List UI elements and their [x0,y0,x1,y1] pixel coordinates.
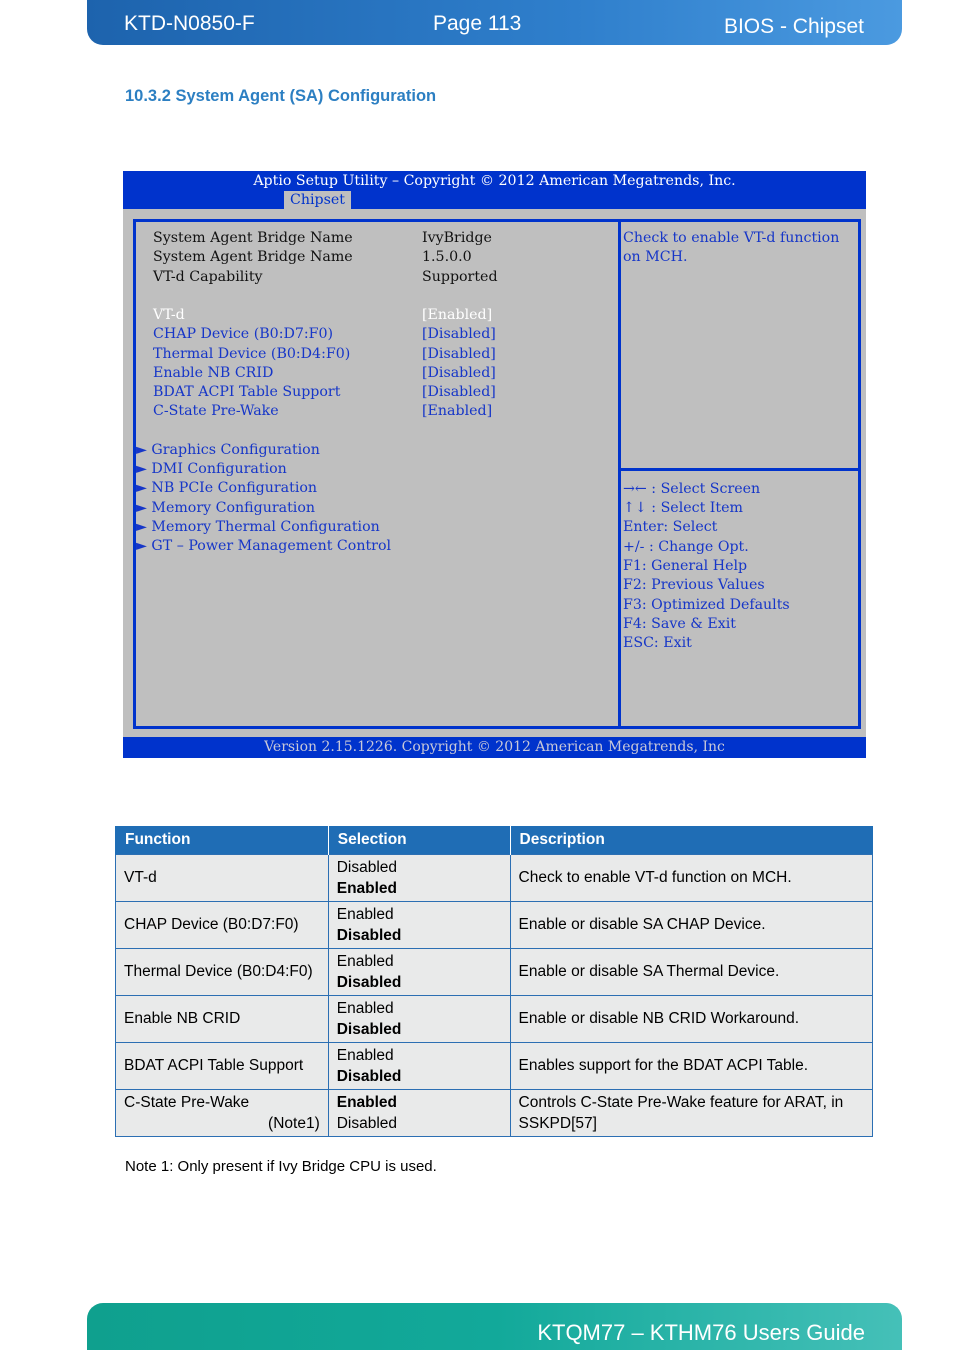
option-vt-d[interactable]: VT-d [153,307,185,323]
submenu-memory-thermal[interactable]: ► Memory Thermal Configuration [136,519,380,535]
manual-title: KTQM77 – KTHM76 Users Guide [537,1320,865,1345]
option-bdat-acpi-value[interactable]: [Disabled] [422,384,496,400]
help-text: Check to enable VT-d function [623,230,840,246]
selection-default: Enabled [336,1093,398,1111]
option-chap-device[interactable]: CHAP Device (B0:D7:F0) [153,326,334,342]
bios-version-bar: Version 2.15.1226. Copyright © 2012 American Megatrends, Inc [123,737,866,758]
info-value: Supported [422,269,498,285]
table-header-row [116,826,873,854]
column-header-description: Description [510,826,872,854]
selection-cell [328,1089,510,1136]
selection-default: Disabled [336,926,402,944]
info-label: System Agent Bridge Name [153,249,353,265]
key-legend-item: F3: Optimized Defaults [623,597,790,613]
description-cell: Enables support for the BDAT ACPI Table. [510,1042,872,1089]
footnote: Note 1: Only present if Ivy Bridge CPU is used. [125,1158,437,1175]
selection-option: Enabled [336,999,394,1017]
option-cstate-prewake-value[interactable]: [Enabled] [422,403,493,419]
option-nb-crid-value[interactable]: [Disabled] [422,365,496,381]
function-cell: VT-d [116,854,329,901]
page-footer [87,1303,902,1350]
selection-cell [328,854,510,901]
function-cell: Enable NB CRID [116,995,329,1042]
selection-option: Enabled [336,905,394,923]
description-line: Controls C-State Pre-Wake feature for ARAT, in [518,1093,844,1111]
key-legend-item: ESC: Exit [623,635,692,651]
help-divider [618,468,861,471]
option-thermal-device[interactable]: Thermal Device (B0:D4:F0) [153,346,351,362]
submenu-gt-power[interactable]: ► GT – Power Management Control [136,538,392,554]
option-thermal-device-value[interactable]: [Disabled] [422,346,496,362]
key-legend-item: Enter: Select [623,519,718,535]
key-legend-item: F1: General Help [623,558,748,574]
submenu-dmi[interactable]: ► DMI Configuration [136,461,287,477]
description-cell: Enable or disable SA Thermal Device. [510,948,872,995]
selection-cell [328,948,510,995]
submenu-graphics[interactable]: ► Graphics Configuration [136,442,320,458]
description-cell [510,1089,872,1136]
table-row [116,901,873,948]
selection-option: Enabled [336,952,394,970]
function-name: C-State Pre-Wake [124,1093,250,1111]
column-header-selection: Selection [328,826,510,854]
info-value: IvyBridge [422,230,492,246]
info-label: System Agent Bridge Name [153,230,353,246]
key-legend-item: ↑↓ : Select Item [623,500,743,516]
table-row [116,1089,873,1136]
section-title: 10.3.2 System Agent (SA) Configuration [125,87,437,105]
option-chap-device-value[interactable]: [Disabled] [422,326,496,342]
info-value: 1.5.0.0 [422,249,472,265]
table-row [116,948,873,995]
description-cell: Check to enable VT-d function on MCH. [510,854,872,901]
option-nb-crid[interactable]: Enable NB CRID [153,365,274,381]
function-table [115,826,873,1137]
document-id: KTD-N0850-F [124,12,255,35]
submenu-memory[interactable]: ► Memory Configuration [136,500,316,516]
description-cell: Enable or disable SA CHAP Device. [510,901,872,948]
key-legend-item: +/- : Change Opt. [623,539,749,555]
bios-screenshot [123,171,866,758]
selection-default: Disabled [336,1020,402,1038]
bios-title-bar [123,171,866,209]
function-cell: BDAT ACPI Table Support [116,1042,329,1089]
function-cell [116,1089,329,1136]
chapter-title: BIOS - Chipset [723,15,864,38]
column-header-function: Function [116,826,329,854]
selection-cell [328,901,510,948]
selection-option: Disabled [336,1114,398,1132]
tab-chipset[interactable]: Chipset [284,191,351,209]
page-header [87,0,902,45]
selection-cell [328,1042,510,1089]
info-label: VT-d Capability [153,269,263,285]
bios-title: Aptio Setup Utility – Copyright © 2012 American Megatrends, Inc. [253,173,736,189]
table-row [116,1042,873,1089]
option-vt-d-value[interactable]: [Enabled] [422,307,493,323]
function-cell: Thermal Device (B0:D4:F0) [116,948,329,995]
page-number: Page 113 [433,12,522,35]
key-legend-item: F2: Previous Values [623,577,765,593]
function-cell: CHAP Device (B0:D7:F0) [116,901,329,948]
description-line: SSKPD[57] [518,1114,597,1132]
selection-option: Disabled [336,858,398,876]
key-legend-item: →← : Select Screen [623,481,761,497]
selection-default: Disabled [336,973,402,991]
function-note: (Note1) [268,1114,320,1132]
help-text: on MCH. [623,249,688,265]
selection-default: Enabled [336,879,398,897]
submenu-nb-pcie[interactable]: ► NB PCIe Configuration [136,480,318,496]
option-cstate-prewake[interactable]: C-State Pre-Wake [153,403,279,419]
selection-option: Enabled [336,1046,394,1064]
option-bdat-acpi[interactable]: BDAT ACPI Table Support [153,384,341,400]
key-legend-item: F4: Save & Exit [623,616,736,632]
bios-help-panel [618,219,861,729]
table-row [116,995,873,1042]
selection-cell [328,995,510,1042]
selection-default: Disabled [336,1067,402,1085]
table-row [116,854,873,901]
description-cell: Enable or disable NB CRID Workaround. [510,995,872,1042]
